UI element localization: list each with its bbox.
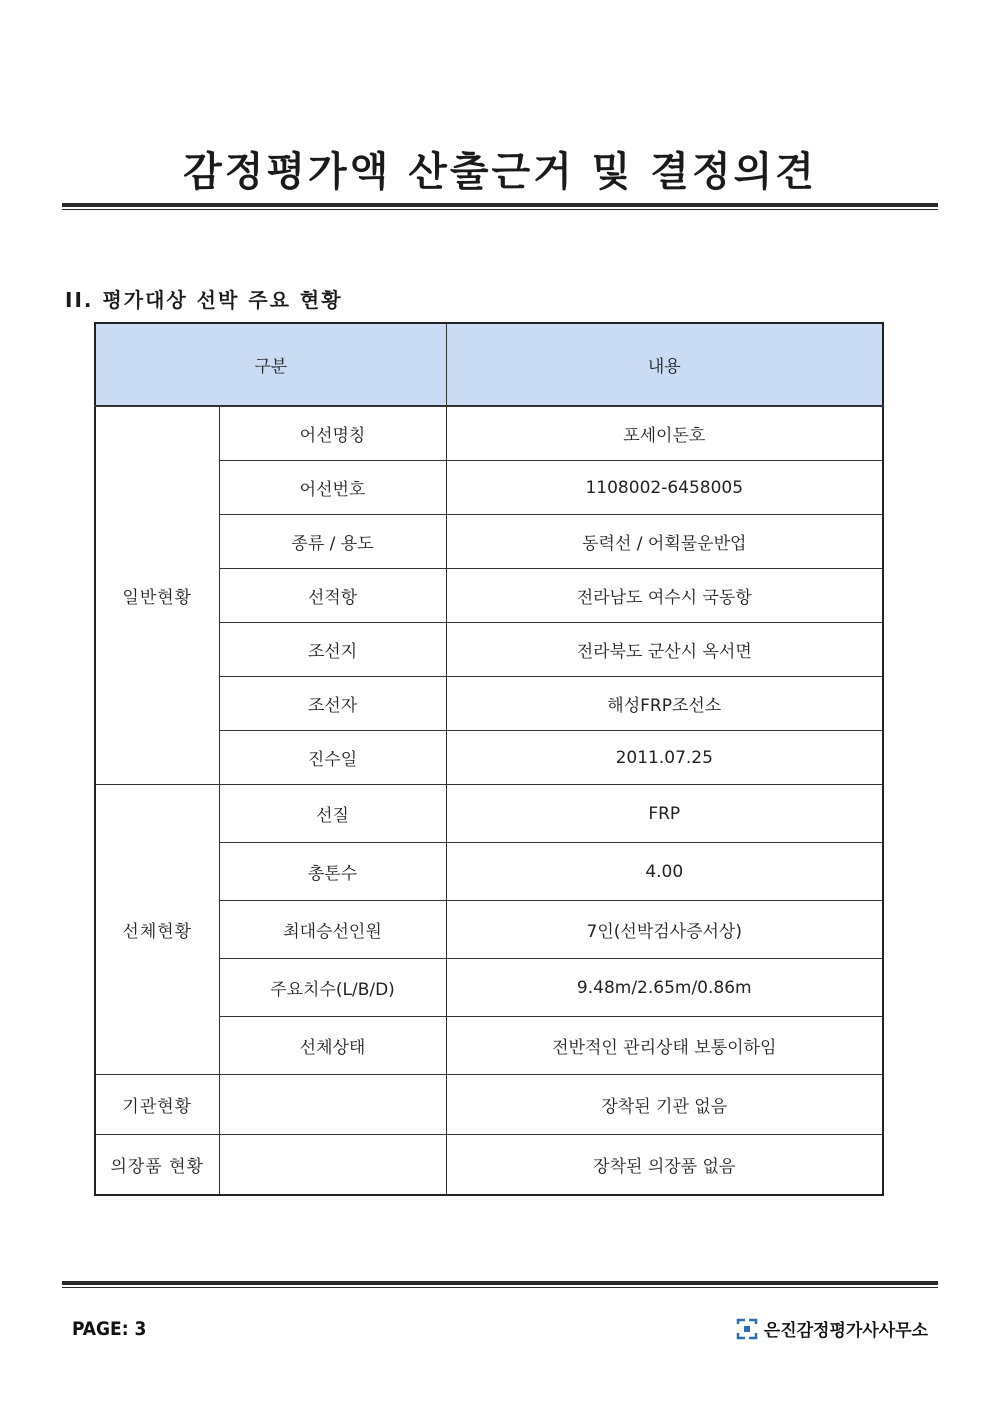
table-row xyxy=(95,1075,883,1135)
item-label: 총톤수 xyxy=(219,843,446,901)
item-label: 선적항 xyxy=(219,569,446,623)
item-label xyxy=(219,1135,446,1196)
item-value: 7인(선박검사증서상) xyxy=(446,901,883,959)
table-row xyxy=(95,406,883,461)
item-label: 최대승선인원 xyxy=(219,901,446,959)
header-category: 구분 xyxy=(95,323,446,406)
item-value: 장착된 의장품 없음 xyxy=(446,1135,883,1196)
item-label: 종류 / 용도 xyxy=(219,515,446,569)
footer-org xyxy=(736,1316,928,1341)
footer-divider xyxy=(62,1281,938,1288)
item-value: 장착된 기관 없음 xyxy=(446,1075,883,1135)
item-label: 조선지 xyxy=(219,623,446,677)
item-value: 해성FRP조선소 xyxy=(446,677,883,731)
item-label: 어선명칭 xyxy=(219,406,446,461)
item-label: 어선번호 xyxy=(219,461,446,515)
item-label: 선질 xyxy=(219,785,446,843)
item-value: 전라북도 군산시 옥서면 xyxy=(446,623,883,677)
category-hull: 선체현황 xyxy=(95,785,219,1075)
title-divider xyxy=(62,203,938,210)
document-title: 감정평가액 산출근거 및 결정의견 xyxy=(183,149,817,195)
item-value: FRP xyxy=(446,785,883,843)
item-value: 1108002-6458005 xyxy=(446,461,883,515)
item-label: 조선자 xyxy=(219,677,446,731)
category-general: 일반현황 xyxy=(95,406,219,785)
table-row xyxy=(95,1135,883,1196)
item-value: 9.48m/2.65m/0.86m xyxy=(446,959,883,1017)
item-label xyxy=(219,1075,446,1135)
table-header-row xyxy=(95,323,883,406)
bracket-logo-icon xyxy=(736,1317,758,1341)
item-value: 4.00 xyxy=(446,843,883,901)
item-value: 전라남도 여수시 국동항 xyxy=(446,569,883,623)
item-value: 포세이돈호 xyxy=(446,406,883,461)
header-content: 내용 xyxy=(446,323,883,406)
category-engine: 기관현황 xyxy=(95,1075,219,1135)
table-row xyxy=(95,785,883,843)
org-name: 은진감정평가사사무소 xyxy=(763,1321,928,1341)
item-value: 동력선 / 어획물운반업 xyxy=(446,515,883,569)
category-equipment: 의장품 현황 xyxy=(95,1135,219,1196)
item-label: 주요치수(L/B/D) xyxy=(219,959,446,1017)
section-title: II. 평가대상 선박 주요 현황 xyxy=(65,288,343,312)
item-label: 선체상태 xyxy=(219,1017,446,1075)
page-number: PAGE: 3 xyxy=(72,1318,147,1340)
item-label: 진수일 xyxy=(219,731,446,785)
vessel-info-table xyxy=(94,322,884,1196)
item-value: 전반적인 관리상태 보통이하임 xyxy=(446,1017,883,1075)
item-value: 2011.07.25 xyxy=(446,731,883,785)
